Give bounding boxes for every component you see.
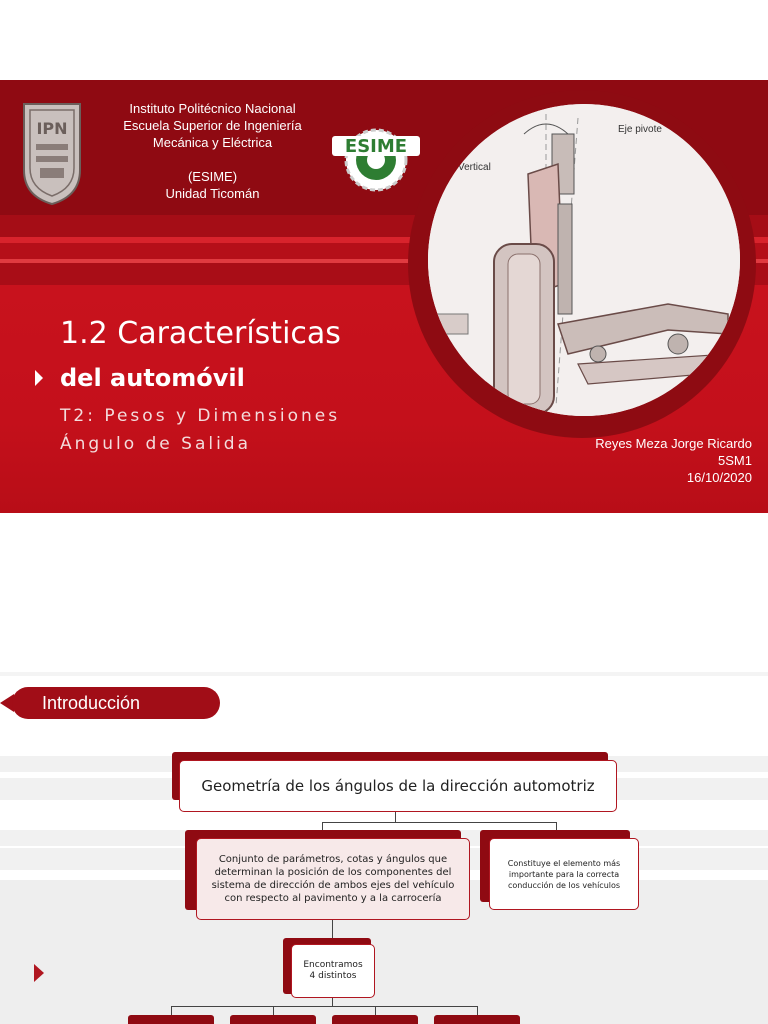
importance-node-text: Constituye el elemento más importante para la correcta conducción de los vehículos <box>507 858 621 890</box>
author-date: 16/10/2020 <box>686 470 752 485</box>
bullet-arrow-icon <box>34 964 44 982</box>
count-node-text: Encontramos 4 distintos <box>303 960 363 981</box>
title-slide <box>0 80 768 513</box>
count-node <box>291 944 375 998</box>
connector <box>171 1006 477 1007</box>
esime-logo <box>330 120 422 198</box>
institution-name: Instituto Politécnico Nacional <box>129 101 296 116</box>
node-shadow <box>230 1015 316 1024</box>
section-label: Introducción <box>12 687 220 719</box>
connector <box>556 822 557 830</box>
slide-subtitle: T2: Pesos y Dimensiones <box>60 406 341 426</box>
connector <box>322 822 556 823</box>
root-node <box>179 760 617 812</box>
node-shadow <box>128 1015 214 1024</box>
definition-node <box>196 838 470 920</box>
school-abbrev: (ESIME) <box>187 169 238 184</box>
root-node-text: Geometría de los ángulos de la dirección automotriz <box>201 777 595 795</box>
diagram-label-vertical: Vertical <box>458 162 491 173</box>
school-name-cont: Mecánica y Eléctrica <box>152 135 273 150</box>
diagram-label-pivot: Eje pivote <box>618 124 662 135</box>
slide-subtitle-cont: Ángulo de Salida <box>60 434 252 454</box>
intro-slide <box>0 672 768 1024</box>
author-block <box>512 435 752 486</box>
author-name: Reyes Meza Jorge Ricardo <box>595 436 752 451</box>
slide-title-cont: del automóvil <box>60 364 245 392</box>
slide-title: 1.2 Características <box>60 316 341 351</box>
ipn-logo-text: IPN <box>36 119 68 138</box>
suspension-diagram <box>428 104 740 416</box>
institution-block <box>100 100 325 202</box>
definition-node-text: Conjunto de parámetros, cotas y ángulos que determinan la posición de los componentes del sistema de dirección de ambos ejes del vehículo con respecto al pavimento y a la carrocería <box>211 854 455 904</box>
ipn-logo <box>18 100 86 206</box>
importance-node <box>489 838 639 910</box>
esime-logo-text: ESIME <box>344 136 408 157</box>
connector <box>395 812 396 822</box>
connector <box>332 920 333 938</box>
author-group: 5SM1 <box>718 453 752 468</box>
connector <box>332 998 333 1006</box>
school-name: Escuela Superior de Ingeniería <box>123 118 302 133</box>
node-shadow <box>434 1015 520 1024</box>
unit-name: Unidad Ticomán <box>165 186 260 201</box>
title-bullet-icon <box>35 370 43 386</box>
bg-band <box>0 672 768 676</box>
node-shadow <box>332 1015 418 1024</box>
connector <box>322 822 323 830</box>
